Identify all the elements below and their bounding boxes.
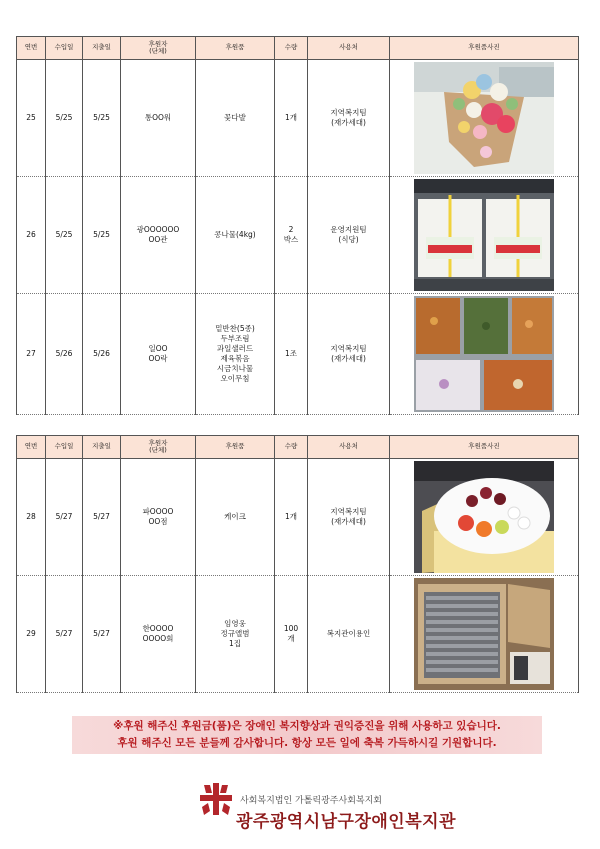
cell-out: 5/27: [83, 459, 121, 576]
cell-out: 5/25: [83, 177, 121, 294]
cell-qty: 1개: [275, 60, 308, 177]
header-qty: 수량: [275, 37, 308, 60]
cell-no: 25: [17, 60, 46, 177]
cell-out: 5/27: [83, 576, 121, 693]
header-usage: 사용처: [308, 436, 390, 459]
cell-photo: [390, 294, 579, 415]
flower-bouquet-photo: [414, 62, 554, 174]
header-item: 후원품: [196, 37, 275, 60]
cell-item: 임영웅 정규앨범 1집: [196, 576, 275, 693]
header-expense-date: 지출일: [83, 37, 121, 60]
cell-usage: 지역복지팀 (재가세대): [308, 294, 390, 415]
cell-out: 5/26: [83, 294, 121, 415]
table-row: [17, 576, 579, 693]
table-row: [17, 177, 579, 294]
cell-in: 5/25: [46, 177, 83, 294]
cell-photo: [390, 177, 579, 294]
table-row: [17, 60, 579, 177]
cell-usage: 지역복지팀 (재가세대): [308, 459, 390, 576]
header-qty: 수량: [275, 436, 308, 459]
cell-in: 5/26: [46, 294, 83, 415]
cell-donor: 한OOOO OOOO회: [121, 576, 196, 693]
cell-no: 27: [17, 294, 46, 415]
cake-photo: [414, 461, 554, 573]
cell-usage: 지역복지팀 (재가세대): [308, 60, 390, 177]
header-photo: 후원품사진: [390, 37, 579, 60]
thank-you-notice: [72, 716, 542, 754]
cell-no: 28: [17, 459, 46, 576]
cell-qty: 2 박스: [275, 177, 308, 294]
cell-donor: 파OOOO OO점: [121, 459, 196, 576]
cell-usage: 운영지원팀 (식당): [308, 177, 390, 294]
cell-donor: 광OOOOOO OO관: [121, 177, 196, 294]
cell-out: 5/25: [83, 60, 121, 177]
cell-photo: [390, 459, 579, 576]
cell-item: 꽃다발: [196, 60, 275, 177]
table-header-row: [17, 37, 579, 60]
cell-item: 콩나물(4kg): [196, 177, 275, 294]
cell-qty: 1조: [275, 294, 308, 415]
notice-line-1: ※후원 해주신 후원금(품)은 장애인 복지향상과 권익증진을 위해 사용하고 있습니다.: [113, 720, 501, 732]
cell-photo: [390, 576, 579, 693]
notice-line-2: 후원 해주신 모든 분들께 감사합니다. 항상 모든 일에 축복 가득하시길 기원합니다.: [117, 737, 497, 749]
header-expense-date: 지출일: [83, 436, 121, 459]
caritas-cross-logo-icon: [196, 781, 236, 817]
header-usage: 사용처: [308, 37, 390, 60]
cell-usage: 복지관이용인: [308, 576, 390, 693]
header-no: 연번: [17, 436, 46, 459]
donation-table-1: [16, 36, 579, 415]
header-item: 후원품: [196, 436, 275, 459]
cell-qty: 100 개: [275, 576, 308, 693]
header-photo: 후원품사진: [390, 436, 579, 459]
org-parent-name: 사회복지법인 가톨릭광주사회복지회: [240, 796, 382, 806]
table-row: [17, 294, 579, 415]
table-row: [17, 459, 579, 576]
cell-in: 5/25: [46, 60, 83, 177]
cell-no: 26: [17, 177, 46, 294]
cell-item: 밑반찬(5종) 두부조림 과일샐러드 제육볶음 시금치나물 오이무침: [196, 294, 275, 415]
cell-in: 5/27: [46, 459, 83, 576]
album-box-photo: [414, 578, 554, 690]
header-income-date: 수입일: [46, 37, 83, 60]
cell-donor: 일OO OO락: [121, 294, 196, 415]
table-header-row: [17, 436, 579, 459]
cell-qty: 1개: [275, 459, 308, 576]
cell-no: 29: [17, 576, 46, 693]
cell-item: 케이크: [196, 459, 275, 576]
header-donor: 후원자 (단체): [121, 436, 196, 459]
bean-sprout-boxes-photo: [414, 179, 554, 291]
donation-table-2: [16, 435, 579, 693]
side-dishes-photo: [414, 296, 554, 412]
header-no: 연번: [17, 37, 46, 60]
header-income-date: 수입일: [46, 436, 83, 459]
cell-photo: [390, 60, 579, 177]
cell-donor: 통OO워: [121, 60, 196, 177]
header-donor: 후원자 (단체): [121, 37, 196, 60]
org-name: 광주광역시남구장애인복지관: [236, 812, 456, 832]
cell-in: 5/27: [46, 576, 83, 693]
